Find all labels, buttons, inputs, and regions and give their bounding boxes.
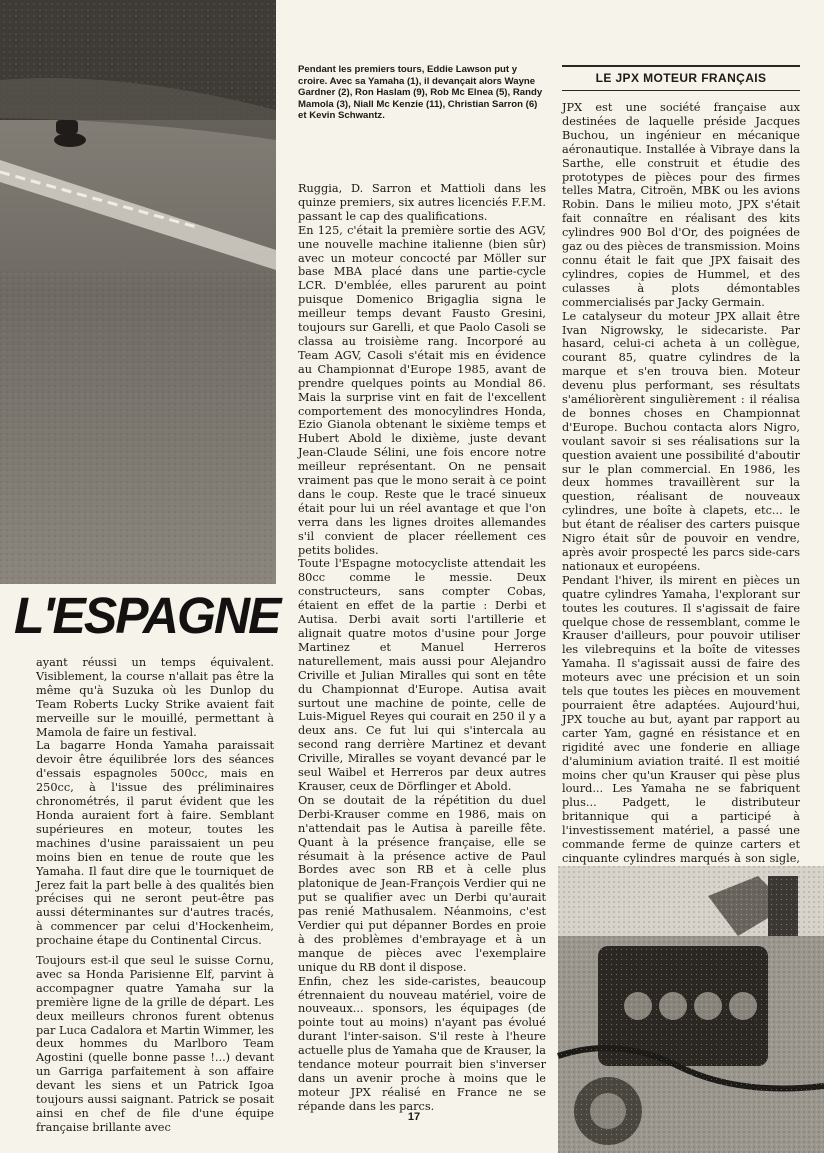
col2-paragraph: Toute l'Espagne motocycliste attendait les 80cc comme le messie. Deux constructeurs, sans compter Cobas, étaient en effet de la partie : Derbi et Autisa. Derbi avait sorti l'artillerie et alignait quatre motos d'usine pour Jorge Martinez et Manuel Herreros naturellement, mais aussi pour Alejandro Criville et Julian Miralles qui sont en tête du Championnat d'Europe. Autisa avait surtout une machine de pointe, celle de Luis-Miguel Reyes qui courait en 250 il y a deux ans. Ce fut lui qui s'intercala au second rang derrière Martinez et devant Criville, Miralles se voyant devancé par le seul Waibel et Herreros par deux autres Krauser, ceux de Dörflinger et Abold. — [298, 557, 546, 793]
sidebar-title: LE JPX MOTEUR FRANÇAIS — [595, 71, 767, 85]
col2-paragraph: On se doutait de la répétition du duel Derbi-Krauser comme en 1986, mais on n'attendait pas le Autisa à pareille fête. Quant à la présence française, elle se résumait à la présence active de Paul Bordes avec son RB et à celle plus platonique de Jean-François Verdier qui ne put se qualifier avec un Derbi qu'aurait pas renié Mathusalem. Néanmoins, c'est Verdier qui put dépanner Bordes en proie à des problèmes d'embrayage et à un manque de pièces avec l'exemplaire unique du RB dont il dispose. — [298, 793, 546, 974]
col3-paragraph: Le catalyseur du moteur JPX allait être Ivan Nigrowsky, le sidecariste. Par hasard, celui-ci acheta à un collègue, courant 85, quatre cylindres de la marque et s'en trouva bien. Moteur devenu plus performant, ses résultats s'améliorèrent singulièrement : il réalisa de bonnes choses en Championnat d'Europe. Buchou contacta alors Nigro, voulant savoir si ses réalisations sur la question avaient une possibilité d'aboutir sur le plan commercial. En 1986, les deux hommes travaillèrent sur la question, réalisant de nouveaux cylindres, une boîte à clapets, etc... le but étant de réaliser des carters puisque Nigro était sûr de pouvoir en vendre, après avoir prospecté les parcs side-cars nationaux et européens. — [562, 309, 800, 573]
box-top-rule — [562, 65, 800, 67]
col1-paragraph: Toujours est-il que seul le suisse Cornu, avec sa Honda Parisienne Elf, parvint à accompagner quatre Yamaha sur la première ligne de la grille de départ. Les deux meilleurs chronos furent obtenus par Luca Cadalora et Martin Wimmer, les deux hommes du Marlboro Team Agostini (quelle bonne passe !...) devant un Garriga parfaitement à son affaire devant les siens et un Patrick Igoa toujours aussi saignant. Patrick se posait ainsi en chef de file d'une équipe française brillante avec — [36, 954, 274, 1134]
column-3 — [562, 101, 800, 865]
col1-paragraph: ayant réussi un temps équivalent. Visiblement, la course n'allait pas être la même qu'à Suzuka où les Dunlop du Team Roberts Lucky Strike avaient fait merveille sur le mouillé, permettant à Mamola de faire un festival. — [36, 656, 274, 739]
col2-paragraph: Ruggia, D. Sarron et Mattioli dans les quinze premiers, six autres licenciés F.F.M. passant le cap des qualifications. — [298, 182, 546, 223]
column-1 — [36, 656, 274, 1134]
box-under-rule — [562, 90, 800, 91]
col2-paragraph: Enfin, chez les side-caristes, beaucoup étrennaient du nouveau matériel, voire de nouveaux... sponsors, les équipages (de pointe tout au moins) n'ayant pas évolué durant l'inter-saison. S'il reste à l'heure actuelle plus de Yamaha que de Krauser, la tendance moteur pourrait bien s'inverser dans un avenir proche à moins que le moteur JPX réalisé en France ne se répande dans les parcs. — [298, 974, 546, 1113]
column-2 — [298, 182, 546, 1113]
page-number: 17 — [407, 1111, 421, 1123]
engine-photo — [558, 866, 824, 1153]
col3-paragraph: Pendant l'hiver, ils mirent en pièces un quatre cylindres Yamaha, l'explorant sur toutes les coutures. Il s'agissait de faire quelque chose de ressemblant, comme le Krauser d'ailleurs, pour pouvoir utiliser les vilebrequins et la boîte de vitesses Yamaha. Il s'agissait aussi de faire des moteurs avec une précision et un soin tels que toutes les pièces en mouvement pourraient être adaptées. Aujourd'hui, JPX touche au but, ayant par rapport au carter Yam, gagné en résistance et en rigidité avec une fonderie en alliage d'aluminium aviation traité. Il est moitié moins cher qu'un Krauser qui pèse plus lourd... Les Yamaha ne se fabriquent plus... Padgett, le distributeur britannique qui a participé à l'investissement matériel, a passé une commande ferme de quinze carters et cinquante cylindres marqués à son sigle, — [562, 573, 800, 865]
col1-paragraph: La bagarre Honda Yamaha paraissait devoir être équilibrée lors des séances d'essais espagnoles 500cc, mais en 250cc, à l'issue des préliminaires chronométrés, il parut évident que les Honda auraient fort à faire. Semblant supérieures en moteur, toutes les machines d'usine paraissaient un peu moins bien en tenue de route que les Yamaha. Il faut dire que le tourniquet de Jerez fait la part belle à des qualités bien précises qui ne seront peut-être pas aussi déterminantes sur d'autres tracés, à commencer par celui d'Hockenheim, prochaine étape du Continental Circus. — [36, 739, 274, 948]
race-track-photo — [0, 0, 276, 584]
col3-paragraph: JPX est une société française aux destinées de laquelle préside Jacques Buchou, un ingénieur en mécanique aéronautique. Installée à Vibraye dans la Sarthe, elle construit et étudie des prototypes de pièces pour des firmes telles Matra, Citroën, MBK ou les avions Robin. Dans le milieu moto, JPX s'était fait connaître en réalisant des kits cylindres 900 Bol d'Or, des poignées de gaz ou des pièces de transmission. Moins connu était le fait que JPX faisait des cylindres, copies de Hummel, et des culasses à plots démontables commercialisés par Jacky Germain. — [562, 101, 800, 309]
article-headline: L'ESPAGNE — [14, 587, 280, 644]
photo-caption: Pendant les premiers tours, Eddie Lawson put y croire. Avec sa Yamaha (1), il devançait alors Wayne Gardner (2), Ron Haslam (9), Rob Mc Elnea (5), Randy Mamola (3), Niall Mc Kenzie (11), Christian Sarron (6) et Kevin Schwantz. — [298, 64, 543, 122]
col2-paragraph: En 125, c'était la première sortie des AGV, une nouvelle machine italienne (bien sûr) avec un moteur concocté par Möller sur base MBA placé dans une partie-cycle LCR. D'emblée, elles parurent au point puisque Domenico Brigaglia signa le meilleur temps devant Fausto Gresini, toujours sur Garelli, et que Paolo Casoli se classa au troisième rang. Incorporé au Team AGV, Casoli s'était mis en évidence au Championnat d'Europe 1985, avant de prendre quelques points au Mondial 86. Mais la surprise vint en fait de l'excellent comportement des monocylindres Honda, Ezio Gianola obtenant le sixième temps et Hubert Abold le dixième, juste devant Jean-Claude Sélini, une fois encore notre meilleur représentant. On ne pensait vraiment pas que le mono serait à ce point dans le coup. Reste que le tracé sinueux était pour lui un réel avantage et que l'on verra dans les lignes droites allemandes s'il convient de placer réellement ces petits bolides. — [298, 223, 546, 557]
